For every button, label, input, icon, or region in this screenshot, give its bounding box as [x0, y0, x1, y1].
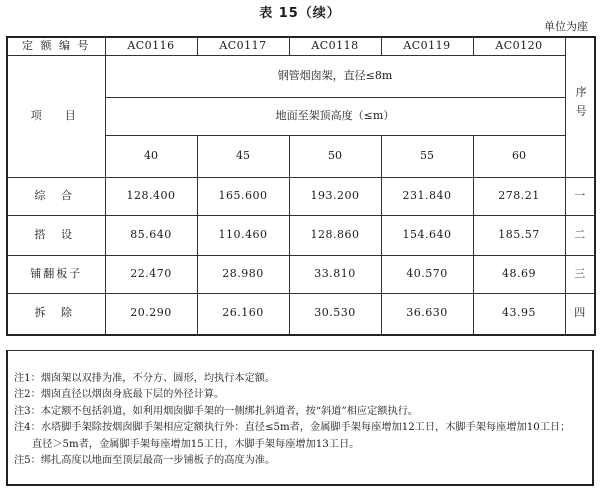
- value-cell: 33.810: [289, 255, 381, 293]
- height-cell: 60: [473, 135, 565, 177]
- row-label: 铺翻板子: [7, 255, 105, 293]
- value-cell: 30.530: [289, 293, 381, 335]
- note-line: 注4：水塔脚手架除按烟囱脚手架相应定额执行外：直径≤5m者，金属脚手架每座增加12工日，木脚手架每座增加10工日；: [14, 422, 571, 434]
- note-line: 注2：烟囱直径以烟囱身底最下层的外径计算。: [14, 389, 225, 401]
- value-cell: 185.57: [473, 215, 565, 255]
- value-cell: 20.290: [105, 293, 197, 335]
- seq-cell: 四: [565, 293, 595, 335]
- seq-cell: 二: [565, 215, 595, 255]
- value-cell: 128.400: [105, 177, 197, 215]
- value-cell: 43.95: [473, 293, 565, 335]
- table-row: [7, 255, 595, 293]
- code-cell: AC0119: [381, 37, 473, 55]
- item-header: 项 目: [7, 55, 105, 177]
- value-cell: 48.69: [473, 255, 565, 293]
- code-row-label: 定 额 编 号: [7, 37, 105, 55]
- value-cell: 110.460: [197, 215, 289, 255]
- row-label: 拆 除: [7, 293, 105, 335]
- value-cell: 154.640: [381, 215, 473, 255]
- seq-header: 序号: [574, 86, 588, 125]
- value-cell: 193.200: [289, 177, 381, 215]
- row-label: 搭 设: [7, 215, 105, 255]
- table-row: [7, 293, 595, 335]
- code-cell: AC0116: [105, 37, 197, 55]
- note-line: 注1：烟囱架以双排为准，不分方、圆形，均执行本定额。: [14, 373, 276, 384]
- value-cell: 28.980: [197, 255, 289, 293]
- table-row: [7, 177, 595, 215]
- value-cell: 36.630: [381, 293, 473, 335]
- quota-table: [6, 36, 596, 336]
- value-cell: 85.640: [105, 215, 197, 255]
- note-line: 注3：本定额不包括斜道，如利用烟囱脚手架的一侧绑扎斜道者，按“斜道”相应定额执行。: [14, 405, 419, 417]
- seq-cell: 三: [565, 255, 595, 293]
- value-cell: 231.840: [381, 177, 473, 215]
- height-cell: 50: [289, 135, 381, 177]
- value-cell: 40.570: [381, 255, 473, 293]
- value-cell: 22.470: [105, 255, 197, 293]
- code-row: [7, 37, 595, 55]
- code-cell: AC0120: [473, 37, 565, 55]
- code-cell: AC0117: [197, 37, 289, 55]
- notes-box: [6, 350, 594, 486]
- value-cell: 26.160: [197, 293, 289, 335]
- value-cell: 165.600: [197, 177, 289, 215]
- note-line: 直径＞5m者，金属脚手架每座增加15工日，木脚手架每座增加13工日。: [32, 438, 360, 450]
- height-cell: 45: [197, 135, 289, 177]
- table-row: [7, 215, 595, 255]
- value-cell: 128.860: [289, 215, 381, 255]
- value-cell: 278.21: [473, 177, 565, 215]
- height-cell: 40: [105, 135, 197, 177]
- code-cell: AC0118: [289, 37, 381, 55]
- row-label: 综 合: [7, 177, 105, 215]
- height-header: 地面至架顶高度（≤m）: [105, 97, 565, 135]
- table-title: 表 15（续）: [259, 6, 341, 21]
- group-header: 钢管烟囱架，直径≤8m: [105, 55, 565, 97]
- note-line: 注5：绑扎高度以地面至顶层最高一步铺板子的高度为准。: [14, 455, 276, 467]
- seq-cell: 一: [565, 177, 595, 215]
- unit-label: 单位为座: [544, 20, 588, 33]
- group-row: [7, 55, 595, 97]
- height-cell: 55: [381, 135, 473, 177]
